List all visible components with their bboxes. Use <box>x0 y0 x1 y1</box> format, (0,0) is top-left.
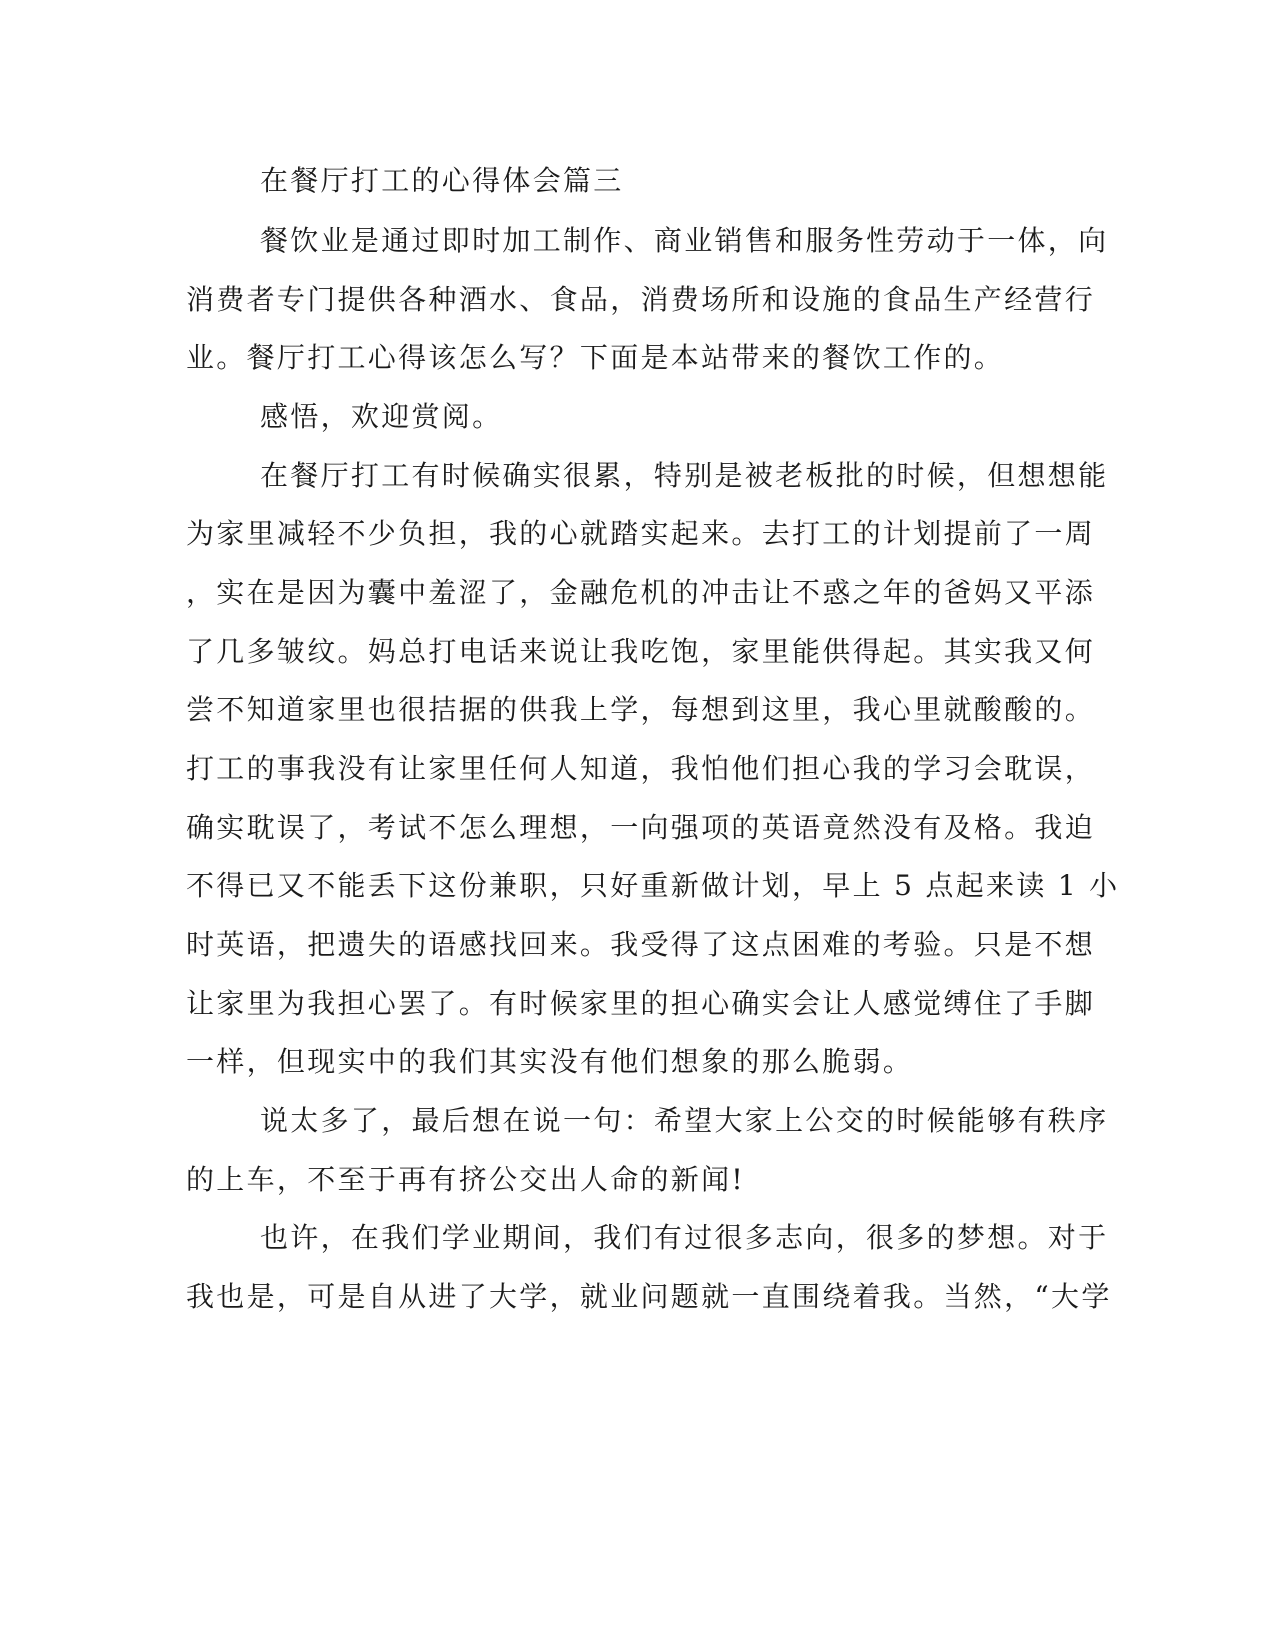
paragraph-line: 消费者专门提供各种酒水、食品，消费场所和设施的食品生产经营行 <box>186 283 1096 316</box>
paragraph-line: 餐饮业是通过即时加工制作、商业销售和服务性劳动于一体，向 <box>260 224 1109 257</box>
paragraph-line: 我也是，可是自从进了大学，就业问题就一直围绕着我。当然，“大学 <box>186 1280 1112 1313</box>
paragraph-line: 了几多皱纹。妈总打电话来说让我吃饱，家里能供得起。其实我又何 <box>186 635 1096 668</box>
paragraph-line: 说太多了，最后想在说一句：希望大家上公交的时候能够有秩序 <box>260 1104 1109 1137</box>
paragraph-line: 让家里为我担心罢了。有时候家里的担心确实会让人感觉缚住了手脚 <box>186 987 1096 1020</box>
paragraph-line: 为家里减轻不少负担，我的心就踏实起来。去打工的计划提前了一周 <box>186 517 1096 550</box>
paragraph-line: 感悟，欢迎赏阅。 <box>260 400 503 433</box>
paragraph-line: 确实耽误了，考试不怎么理想，一向强项的英语竟然没有及格。我迫 <box>186 811 1096 844</box>
paragraph-line: 也许，在我们学业期间，我们有过很多志向，很多的梦想。对于 <box>260 1221 1109 1254</box>
paragraph-line: 业。餐厅打工心得该怎么写？下面是本站带来的餐饮工作的。 <box>186 341 1005 374</box>
paragraph-line: 时英语，把遗失的语感找回来。我受得了这点困难的考验。只是不想 <box>186 928 1096 961</box>
paragraph-line: 尝不知道家里也很拮据的供我上学，每想到这里，我心里就酸酸的。 <box>186 693 1096 726</box>
paragraph-line: 一样，但现实中的我们其实没有他们想象的那么脆弱。 <box>186 1045 914 1078</box>
paragraph-line: 打工的事我没有让家里任何人知道，我怕他们担心我的学习会耽误， <box>186 752 1096 785</box>
paragraph-line: 的上车，不至于再有挤公交出人命的新闻! <box>186 1163 745 1196</box>
section-title: 在餐厅打工的心得体会篇三 <box>260 164 624 197</box>
paragraph-line: 在餐厅打工有时候确实很累，特别是被老板批的时候，但想想能 <box>260 459 1109 492</box>
paragraph-line: 不得已又不能丢下这份兼职，只好重新做计划，早上 5 点起来读 1 小 <box>186 869 1120 902</box>
paragraph-line: ，实在是因为囊中羞涩了，金融危机的冲击让不惑之年的爸妈又平添 <box>186 576 1096 609</box>
